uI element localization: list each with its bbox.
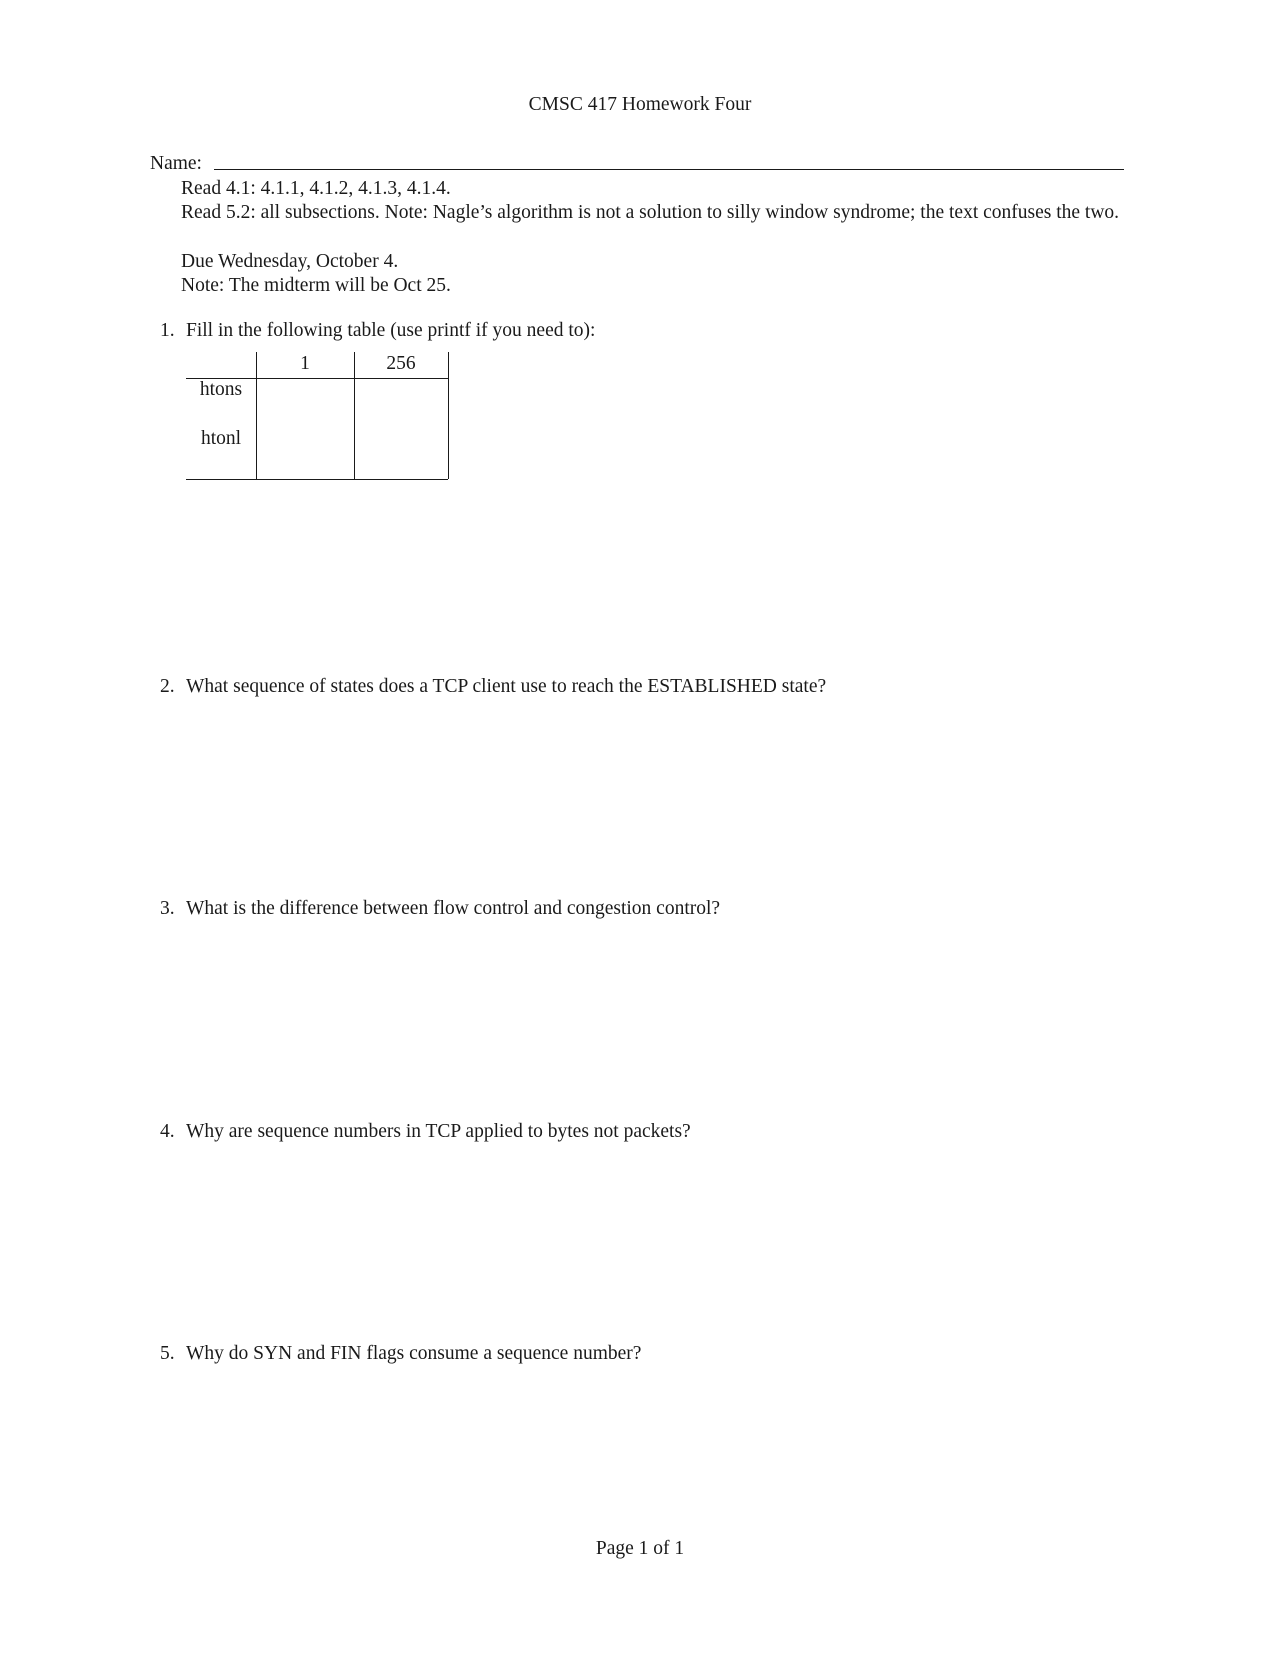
table-column-header: 256 [386,353,416,374]
due-date: Due Wednesday, October 4. [181,251,399,272]
table-answer-cell[interactable] [355,379,448,479]
question-3-text: What is the difference between flow control and congestion control? [186,898,721,919]
name-input-line[interactable] [214,169,1124,170]
question-1-text: Fill in the following table (use printf if you need to): [186,320,596,341]
reading-assignment-1: Read 4.1: 4.1.1, 4.1.2, 4.1.3, 4.1.4. [181,178,451,199]
table-row-label: htonl [200,428,242,449]
name-label: Name: [150,153,202,174]
page-number: Page 1 of 1 [595,1538,685,1559]
midterm-note: Note: The midterm will be Oct 25. [181,275,451,296]
question-2-number: 2. [160,676,175,697]
table-divider [186,479,448,480]
page-title: CMSC 417 Homework Four [528,94,752,115]
table-divider [448,352,449,479]
question-1-number: 1. [160,320,175,341]
question-4-number: 4. [160,1121,175,1142]
table-answer-cell[interactable] [257,379,354,479]
question-4-text: Why are sequence numbers in TCP applied to bytes not packets? [186,1121,691,1142]
reading-assignment-2: Read 5.2: all subsections. Note: Nagle’s algorithm is not a solution to silly window syndrome; the text confuses the two. [181,202,1120,223]
question-3-number: 3. [160,898,175,919]
byte-order-table [186,352,448,479]
table-row-label: htons [199,379,243,400]
question-2-text: What sequence of states does a TCP client use to reach the ESTABLISHED state? [186,676,827,697]
question-5-text: Why do SYN and FIN flags consume a sequence number? [186,1343,642,1364]
table-column-header: 1 [300,353,310,374]
question-5-number: 5. [160,1343,175,1364]
